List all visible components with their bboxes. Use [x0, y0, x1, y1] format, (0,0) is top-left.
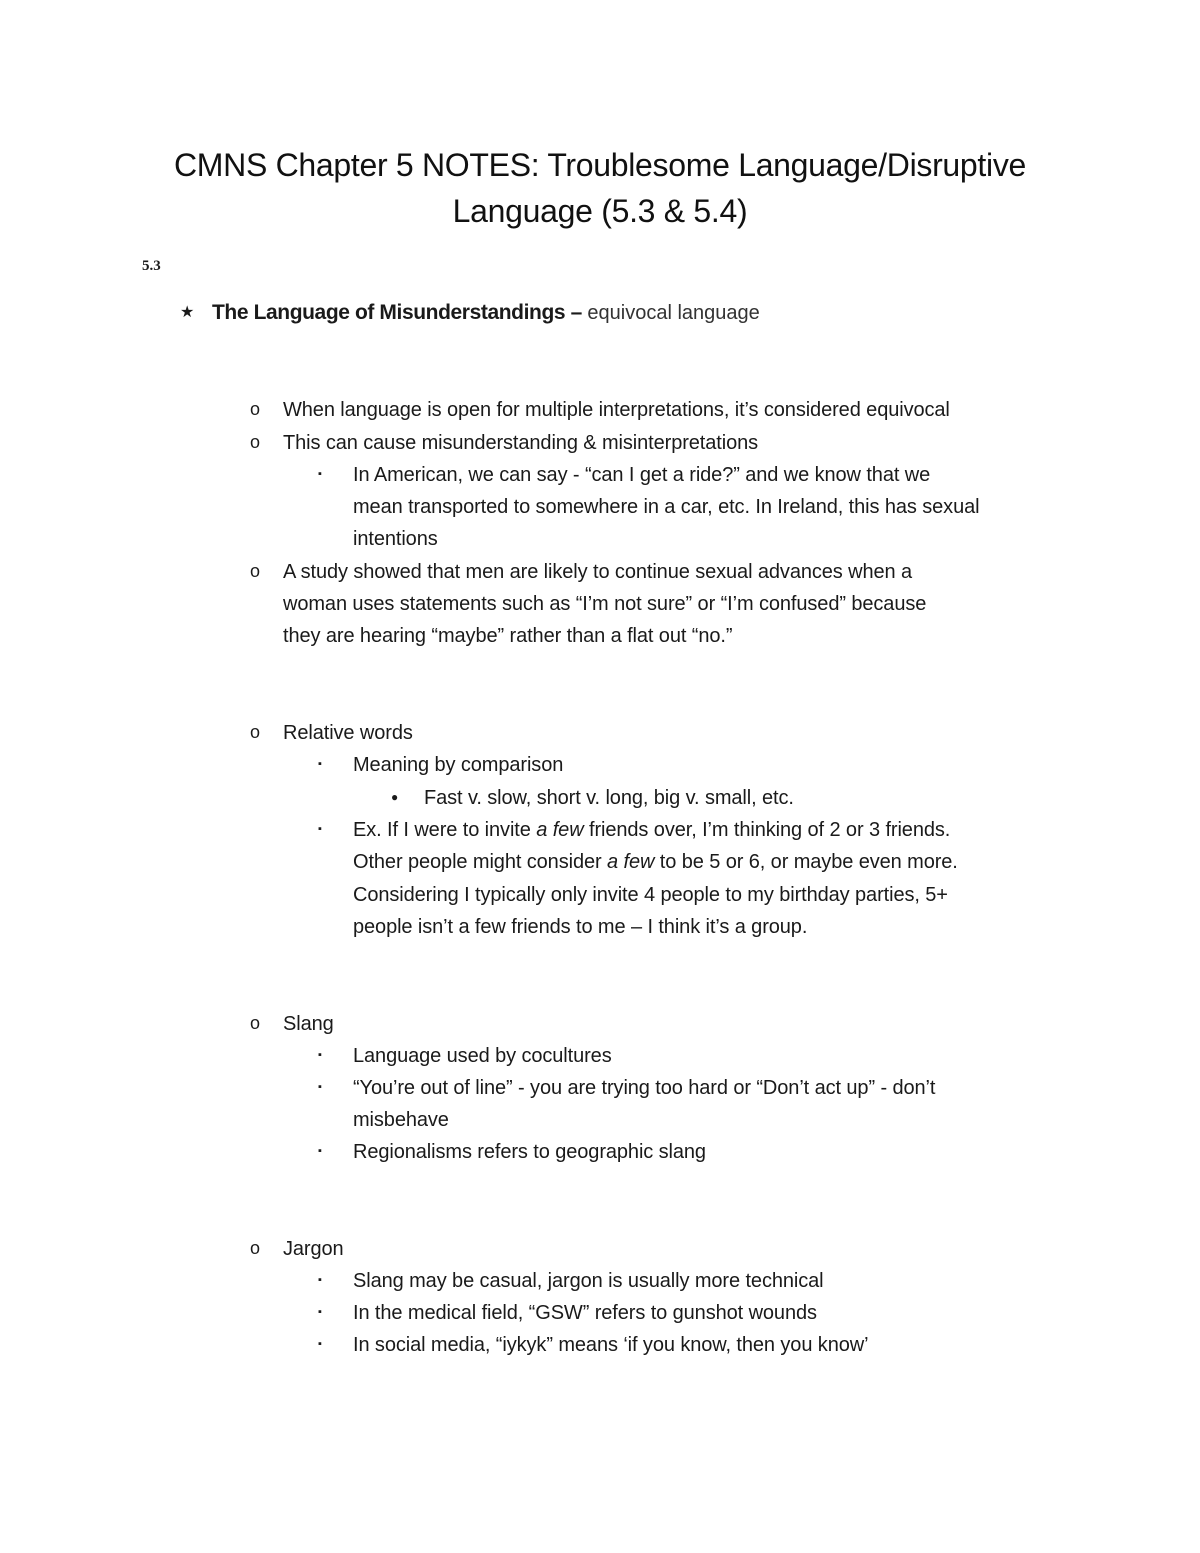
heading-misunderstandings [180, 298, 760, 328]
list-item-continued: woman uses statements such as “I’m not sure” or “I’m confused” because [283, 593, 927, 615]
title-line-2: Language (5.3 & 5.4) [452, 193, 748, 229]
square-bullet-icon: ▪ [318, 1306, 322, 1318]
square-bullet-icon: ▪ [318, 823, 322, 835]
star-bullet-icon: ★ [180, 304, 195, 321]
list-item: Regionalisms refers to geographic slang [353, 1141, 706, 1163]
list-item-continued: intentions [353, 528, 438, 550]
circle-bullet-icon: o [250, 722, 261, 742]
list-item: In social media, “iykyk” means ‘if you know, then you know’ [353, 1334, 869, 1356]
square-bullet-icon: ▪ [318, 1145, 322, 1157]
list-item: A study showed that men are likely to continue sexual advances when a [283, 561, 913, 583]
list-item-slang: Slang [283, 1013, 334, 1035]
square-bullet-icon: ▪ [318, 758, 322, 770]
list-item: “You’re out of line” - you are trying too hard or “Don’t act up” - don’t [353, 1077, 936, 1099]
list-item-continued: Other people might consider a few to be 5 or 6, or maybe even more. [353, 851, 958, 873]
list-item-relative-words: Relative words [283, 722, 413, 744]
list-item: Ex. If I were to invite a few friends over, I’m thinking of 2 or 3 friends. [353, 819, 951, 841]
circle-bullet-icon: o [250, 399, 261, 419]
circle-bullet-icon: o [250, 1013, 261, 1033]
list-item-continued: misbehave [353, 1109, 449, 1131]
list-item-jargon: Jargon [283, 1238, 344, 1260]
section-label: 5.3 [142, 258, 161, 274]
list-item-continued: people isn’t a few friends to me – I think it’s a group. [353, 916, 808, 938]
square-bullet-icon: ▪ [318, 1338, 322, 1350]
square-bullet-icon: ▪ [318, 1081, 322, 1093]
heading-bold-text: The Language of Misunderstandings – [212, 301, 582, 324]
list-item: When language is open for multiple interpretations, it’s considered equivocal [283, 399, 950, 421]
list-item-continued: they are hearing “maybe” rather than a flat out “no.” [283, 625, 733, 647]
document-title [100, 142, 1100, 234]
square-bullet-icon: ▪ [318, 1049, 322, 1061]
title-line-1: CMNS Chapter 5 NOTES: Troublesome Language/Disruptive [173, 147, 1027, 183]
circle-bullet-icon: o [250, 561, 261, 581]
square-bullet-icon: ▪ [318, 1274, 322, 1286]
list-item: Meaning by comparison [353, 754, 564, 776]
list-item: In the medical field, “GSW” refers to gunshot wounds [353, 1302, 817, 1324]
square-bullet-icon: ▪ [318, 468, 322, 480]
list-item: Fast v. slow, short v. long, big v. small, etc. [424, 787, 794, 809]
list-item: In American, we can say - “can I get a ride?” and we know that we [353, 464, 931, 486]
heading-rest-text: equivocal language [581, 302, 760, 324]
circle-bullet-icon: o [250, 1238, 261, 1258]
list-item: Language used by cocultures [353, 1045, 612, 1067]
list-item-continued: Considering I typically only invite 4 people to my birthday parties, 5+ [353, 884, 948, 906]
list-item: This can cause misunderstanding & misinterpretations [283, 432, 759, 454]
list-item: Slang may be casual, jargon is usually more technical [353, 1270, 824, 1292]
circle-bullet-icon: o [250, 432, 261, 452]
list-item-continued: mean transported to somewhere in a car, etc. In Ireland, this has sexual [353, 496, 980, 518]
round-bullet-icon: ● [391, 790, 399, 804]
